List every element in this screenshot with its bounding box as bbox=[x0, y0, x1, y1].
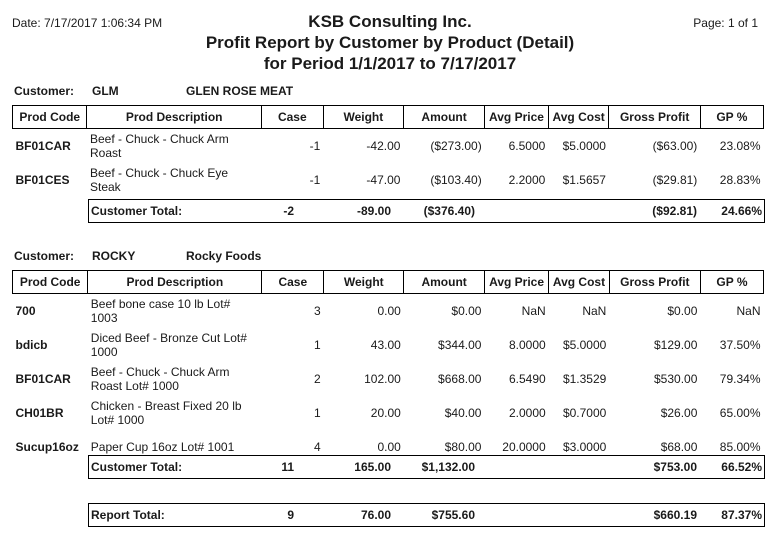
table-row bbox=[13, 396, 764, 430]
prod-code: 700 bbox=[15, 304, 36, 318]
col-prod-description: Prod Description bbox=[87, 106, 261, 129]
case-value: 3 bbox=[314, 304, 321, 318]
col-weight: Weight bbox=[324, 271, 404, 294]
table-header-row bbox=[13, 271, 764, 294]
col-gp-percent: GP % bbox=[700, 271, 763, 294]
col-prod-code: Prod Code bbox=[13, 271, 88, 294]
col-prod-description: Prod Description bbox=[88, 271, 262, 294]
gp-value: 85.00% bbox=[719, 440, 761, 454]
total-gp: 24.66% bbox=[721, 204, 762, 218]
weight-value: -42.00 bbox=[366, 139, 401, 153]
case-value: 2 bbox=[314, 372, 321, 386]
company-name: KSB Consulting Inc. bbox=[308, 12, 472, 31]
customer-name: Rocky Foods bbox=[186, 249, 262, 263]
case-value: 1 bbox=[314, 338, 321, 352]
report-total-gross-profit: $660.19 bbox=[653, 508, 697, 522]
gross-profit-value: $0.00 bbox=[667, 304, 698, 318]
report-total-label: Report Total: bbox=[91, 508, 165, 522]
col-case: Case bbox=[261, 106, 323, 129]
gross-profit-value: ($29.81) bbox=[652, 173, 698, 187]
customer-total-row bbox=[88, 455, 765, 479]
avg-cost-value: $1.3529 bbox=[562, 372, 607, 386]
case-value: -1 bbox=[309, 173, 321, 187]
col-avg-price: Avg Price bbox=[485, 106, 549, 129]
weight-value: 0.00 bbox=[377, 304, 401, 318]
gross-profit-value: $129.00 bbox=[654, 338, 698, 352]
prod-description: Beef bone case 10 lb Lot# 1003 bbox=[90, 297, 231, 325]
gp-value: 79.34% bbox=[719, 372, 761, 386]
prod-code: Sucup16oz bbox=[15, 440, 79, 454]
gp-value: 65.00% bbox=[719, 406, 761, 420]
prod-code: CH01BR bbox=[15, 406, 64, 420]
gp-value: 28.83% bbox=[719, 173, 761, 187]
gross-profit-value: $26.00 bbox=[660, 406, 698, 420]
customer-code: ROCKY bbox=[92, 249, 136, 263]
amount-value: ($273.00) bbox=[430, 139, 482, 153]
report-title: Profit Report by Customer by Product (Detail) bbox=[205, 33, 575, 52]
weight-value: 20.00 bbox=[370, 406, 401, 420]
avg-price-value: 2.0000 bbox=[508, 406, 546, 420]
weight-value: 102.00 bbox=[364, 372, 401, 386]
weight-value: -47.00 bbox=[366, 173, 401, 187]
table-row bbox=[13, 294, 764, 329]
avg-price-value: 8.0000 bbox=[508, 338, 546, 352]
col-amount: Amount bbox=[403, 106, 484, 129]
report-total-amount: $755.60 bbox=[431, 508, 475, 522]
case-value: -1 bbox=[309, 139, 321, 153]
table-header-row bbox=[13, 106, 764, 129]
report-date: Date: 7/17/2017 1:06:34 PM bbox=[12, 16, 163, 30]
col-amount: Amount bbox=[404, 271, 485, 294]
avg-price-value: 2.2000 bbox=[508, 173, 546, 187]
customer-label: Customer: bbox=[14, 249, 75, 263]
gross-profit-value: ($63.00) bbox=[652, 139, 698, 153]
total-weight: 165.00 bbox=[354, 460, 391, 474]
prod-description: Beef - Chuck - Chuck Arm Roast bbox=[89, 132, 229, 160]
total-case: 11 bbox=[281, 460, 294, 474]
table-row bbox=[13, 129, 764, 164]
total-amount: ($376.40) bbox=[423, 204, 475, 218]
report-total-case: 9 bbox=[287, 508, 294, 522]
report-total-row bbox=[88, 503, 765, 527]
customer-total-label: Customer Total: bbox=[91, 204, 183, 218]
customer-name: GLEN ROSE MEAT bbox=[186, 84, 294, 98]
prod-code: BF01CES bbox=[15, 173, 70, 187]
case-value: 1 bbox=[314, 406, 321, 420]
col-weight: Weight bbox=[323, 106, 403, 129]
customer-total-label: Customer Total: bbox=[91, 460, 183, 474]
amount-value: ($103.40) bbox=[430, 173, 482, 187]
weight-value: 43.00 bbox=[370, 338, 401, 352]
total-case: -2 bbox=[283, 204, 294, 218]
report-total-weight: 76.00 bbox=[360, 508, 391, 522]
amount-value: $668.00 bbox=[438, 372, 482, 386]
avg-cost-value: NaN bbox=[582, 304, 607, 318]
table-row bbox=[13, 328, 764, 362]
col-case: Case bbox=[262, 271, 324, 294]
customer-total-row bbox=[88, 199, 765, 223]
prod-description: Chicken - Breast Fixed 20 lb Lot# 1000 bbox=[90, 399, 242, 427]
col-avg-price: Avg Price bbox=[484, 271, 548, 294]
prod-code: BF01CAR bbox=[15, 372, 71, 386]
col-prod-code: Prod Code bbox=[13, 106, 87, 129]
customer-table-glm bbox=[12, 105, 764, 197]
avg-price-value: 6.5490 bbox=[508, 372, 546, 386]
avg-cost-value: $0.7000 bbox=[562, 406, 607, 420]
table-row bbox=[13, 163, 764, 197]
customer-table-rocky bbox=[12, 270, 764, 464]
amount-value: $40.00 bbox=[444, 406, 482, 420]
total-gross-profit: ($92.81) bbox=[652, 204, 697, 218]
avg-price-value: 20.0000 bbox=[502, 440, 546, 454]
gp-value: NaN bbox=[736, 304, 761, 318]
weight-value: 0.00 bbox=[377, 440, 401, 454]
avg-cost-value: $5.0000 bbox=[562, 139, 606, 153]
total-weight: -89.00 bbox=[356, 204, 391, 218]
prod-description: Paper Cup 16oz Lot# 1001 bbox=[90, 440, 235, 454]
gross-profit-value: $68.00 bbox=[660, 440, 698, 454]
amount-value: $0.00 bbox=[451, 304, 482, 318]
customer-label: Customer: bbox=[14, 84, 75, 98]
avg-cost-value: $1.5657 bbox=[562, 173, 606, 187]
col-avg-cost: Avg Cost bbox=[548, 106, 609, 129]
report-period: for Period 1/1/2017 to 7/17/2017 bbox=[263, 54, 517, 73]
amount-value: $344.00 bbox=[438, 338, 482, 352]
prod-description: Beef - Chuck - Chuck Arm Roast Lot# 1000 bbox=[90, 365, 230, 393]
avg-price-value: 6.5000 bbox=[508, 139, 546, 153]
table-row bbox=[13, 362, 764, 396]
case-value: 4 bbox=[314, 440, 321, 454]
avg-cost-value: $5.0000 bbox=[562, 338, 607, 352]
col-gross-profit: Gross Profit bbox=[609, 271, 700, 294]
total-gross-profit: $753.00 bbox=[653, 460, 697, 474]
gp-value: 23.08% bbox=[719, 139, 761, 153]
gross-profit-value: $530.00 bbox=[654, 372, 698, 386]
prod-code: bdicb bbox=[15, 338, 48, 352]
page-number: Page: 1 of 1 bbox=[693, 16, 758, 30]
amount-value: $80.00 bbox=[444, 440, 482, 454]
col-gross-profit: Gross Profit bbox=[609, 106, 700, 129]
prod-description: Diced Beef - Bronze Cut Lot# 1000 bbox=[90, 331, 247, 359]
customer-code: GLM bbox=[92, 84, 119, 98]
total-gp: 66.52% bbox=[721, 460, 762, 474]
prod-description: Beef - Chuck - Chuck Eye Steak bbox=[89, 166, 229, 194]
total-amount: $1,132.00 bbox=[421, 460, 475, 474]
avg-cost-value: $3.0000 bbox=[562, 440, 607, 454]
gp-value: 37.50% bbox=[719, 338, 761, 352]
prod-code: BF01CAR bbox=[15, 139, 71, 153]
col-gp-percent: GP % bbox=[700, 106, 763, 129]
report-total-gp: 87.37% bbox=[721, 508, 762, 522]
avg-price-value: NaN bbox=[521, 304, 546, 318]
col-avg-cost: Avg Cost bbox=[549, 271, 610, 294]
